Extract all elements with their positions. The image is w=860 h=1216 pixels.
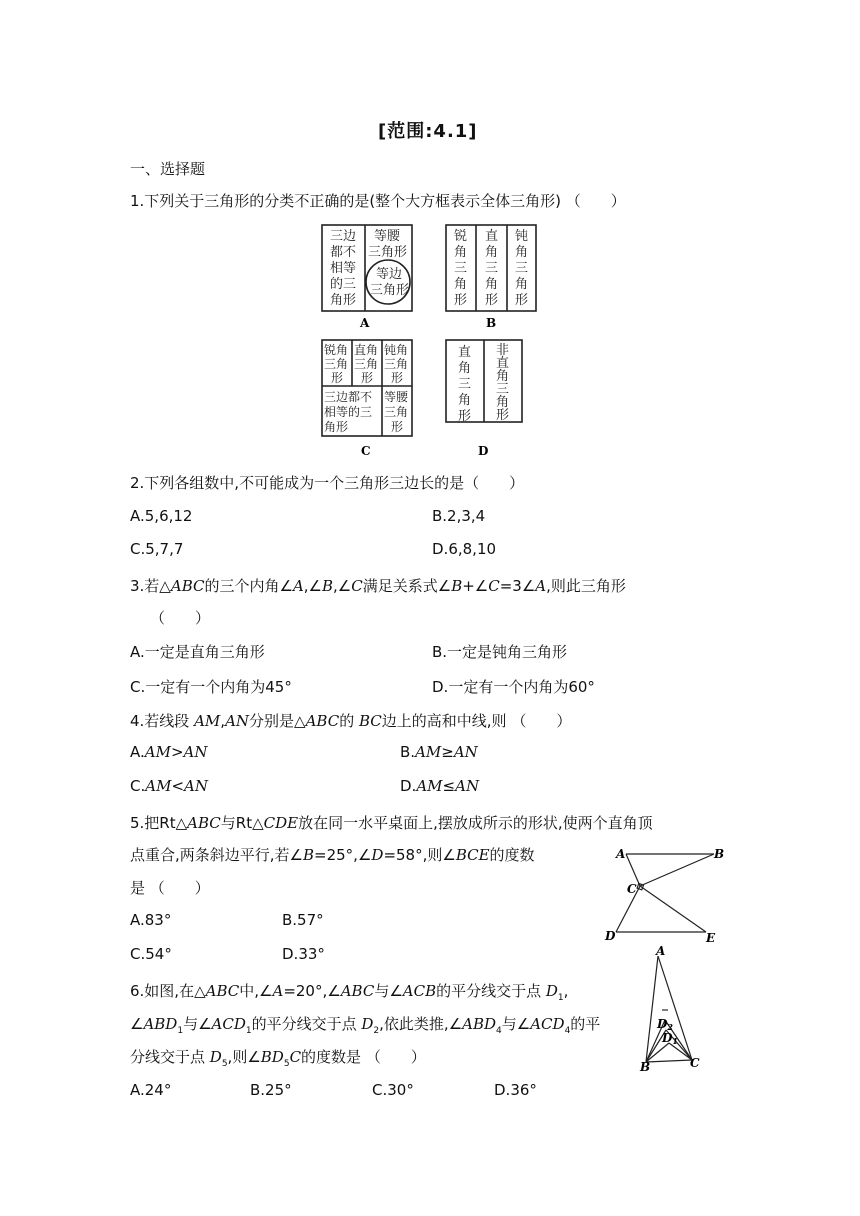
q5-point-c: C [627,882,637,896]
figC-acute-2: 三角 [324,357,349,371]
figA-left-2: 都不 [330,245,357,260]
q3-stem: 3.若△ABC的三个内角∠A,∠B,∠C满足关系式∠B+∠C=3∠A,则此三角形 [130,577,626,595]
figD-right-1: 非 [496,343,510,358]
q6-point-c: C [690,1056,700,1070]
q5-stem-line1: 5.把Rt△ABC与Rt△CDE放在同一水平桌面上,摆放成所示的形状,使两个直角顶 [130,814,653,832]
figB-col2-5: 形 [485,293,499,308]
q6-option-c: C.30° [372,1081,414,1099]
q6-stem-line3: 分线交于点 $D_5$,则$\angle BD_5C$的度数是 （ ） [130,1048,426,1069]
q4-option-d: D.AM≤AN [400,777,480,795]
q6-stem-line2: $\angle ABD_1$与$\angle ACD_1$的平分线交于点 $D_2$,依此类推$,\angle ABD_4$与$\angle ACD_4$的平 [130,1015,601,1036]
figC-obtuse-1: 钝角 [384,343,409,357]
q6-option-b: B.25° [250,1081,292,1099]
figC-acute-3: 形 [331,371,344,385]
figC-obtuse-2: 三角 [384,357,409,371]
q5-point-d: D [605,929,616,943]
figC-isosceles-3: 形 [391,420,404,434]
figB-col3-5: 形 [515,293,529,308]
q5-point-b: B [714,847,725,861]
q3-option-d: D.一定有一个内角为60° [432,678,595,696]
figB-col1-2: 角 [454,245,468,260]
figC-right-1: 直角 [354,343,379,357]
figD-right-2: 直 [496,356,510,371]
figB-col2-3: 三 [485,261,499,276]
figA-isosceles-1: 等腰 [374,229,401,244]
figA-equilateral-1: 等边 [376,267,403,282]
figB-col1-3: 三 [454,261,468,276]
figA-left-4: 的三 [330,277,357,292]
figC-scalene-2: 相等的三 [324,405,373,419]
q5-point-e: E [706,931,716,943]
q5-option-c: C.54° [130,945,172,963]
figC-right-3: 形 [361,371,374,385]
figB-col3-3: 三 [515,261,529,276]
figB-col2-2: 角 [485,245,499,260]
figA-label: A [360,316,370,330]
page-title: [范围:4.1] [378,121,478,142]
figC-scalene-1: 三边都不 [324,390,373,404]
figB-col1-5: 形 [454,293,468,308]
figC-right-2: 三角 [354,357,379,371]
figD-left-2: 角 [458,361,472,376]
figC-scalene-3: 角形 [324,420,349,434]
q4-option-c: C.AM<AN [130,777,208,795]
q5-figure [602,843,732,943]
figD-left-4: 角 [458,393,472,408]
figB-col1-4: 角 [454,277,468,292]
q6-stem-line1: 6.如图,在△ABC中,∠A=20°,∠ABC与∠ACB的平分线交于点 $D_1$, [130,982,569,1003]
q5-stem-line2: 点重合,两条斜边平行,若∠B=25°,∠D=58°,则∠BCE的度数 [130,846,535,864]
figB-col3-1: 钝 [515,229,529,244]
figB-col2-4: 角 [485,277,499,292]
q6-option-a: A.24° [130,1081,172,1099]
figD-right-3: 角 [496,369,510,384]
q6-point-a: A [656,946,666,958]
figD-label: D [478,444,489,458]
q6-figure [636,946,716,1076]
q3-option-a: A.一定是直角三角形 [130,643,265,661]
figD-left-1: 直 [458,345,472,360]
figC-label: C [361,444,371,458]
figA-left-5: 角形 [330,293,357,308]
figA-isosceles-2: 三角形 [368,245,408,260]
q5-option-b: B.57° [282,911,324,929]
figB-label: B [486,316,497,330]
figA-equilateral-2: 三角形 [370,283,410,298]
figA-left-3: 相等 [330,261,357,276]
figB-col2-1: 直 [485,229,499,244]
figC-obtuse-3: 形 [391,371,404,385]
figA-left-1: 三边 [330,229,357,244]
figC-acute-1: 锐角 [324,343,349,357]
figB-col1-1: 锐 [454,229,468,244]
q3-stem-line2: （ ） [150,609,211,627]
section-heading: 一、选择题 [130,160,206,178]
q2-option-a: A.5,6,12 [130,507,193,525]
q5-stem-line3: 是 （ ） [130,879,210,897]
q4-option-a: A.AM>AN [130,743,208,761]
figD-left-5: 形 [458,409,472,424]
q4-option-b: B.AM≥AN [400,743,478,761]
q6-point-d2: D2 [657,1017,673,1032]
q3-option-c: C.一定有一个内角为45° [130,678,292,696]
q4-stem: 4.若线段 AM,AN分别是△ABC的 BC边上的高和中线,则 （ ） [130,712,572,730]
figB-col3-4: 角 [515,277,529,292]
q1-figures [318,220,558,460]
q2-option-b: B.2,3,4 [432,507,486,525]
q2-stem: 2.下列各组数中,不可能成为一个三角形三边长的是（ ） [130,474,525,492]
figD-right-4: 三 [496,382,510,397]
figD-left-3: 三 [458,377,472,392]
q3-option-b: B.一定是钝角三角形 [432,643,568,661]
q1-stem: 1.下列关于三角形的分类不正确的是(整个大方框表示全体三角形) （ ） [130,192,626,210]
q5-point-a: A [616,847,626,861]
q6-point-b: B [640,1060,651,1074]
q2-option-c: C.5,7,7 [130,540,184,558]
q5-option-a: A.83° [130,911,172,929]
q5-option-d: D.33° [282,945,325,963]
figB-col3-2: 角 [515,245,529,260]
figD-right-6: 形 [496,408,510,423]
q2-option-d: D.6,8,10 [432,540,497,558]
figC-isosceles-1: 等腰 [384,390,409,404]
figD-right-5: 角 [496,395,510,410]
figC-isosceles-2: 三角 [384,405,409,419]
q6-point-d1: D1 [662,1031,678,1046]
q6-option-d: D.36° [494,1081,537,1099]
